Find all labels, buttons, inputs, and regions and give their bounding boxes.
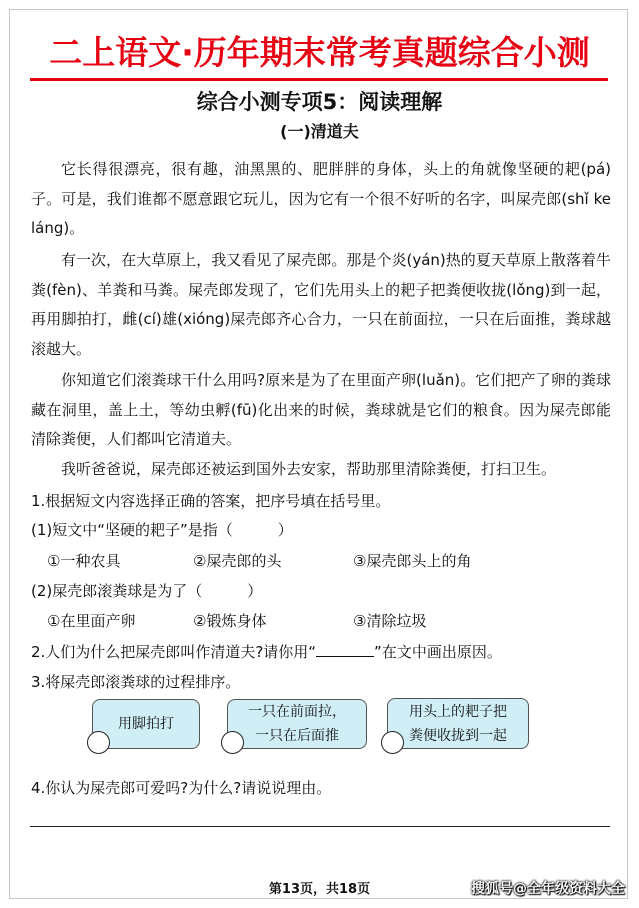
page-number: 第13页，共18页 [268, 882, 371, 897]
banner-title: 二上语文·历年期末常考真题综合小测 [49, 33, 590, 72]
watermark: 搜狐号@全年级资料大全 [471, 881, 625, 897]
question-1-stem: 1.根据短文内容选择正确的答案，把序号填在括号里。 [31, 492, 391, 510]
order-circle-2[interactable] [221, 731, 244, 754]
order-circle-3[interactable] [381, 731, 404, 754]
paragraph-3: 你知道它们滚粪球干什么用吗?原来是为了在里面产卵(luǎn)。它们把产了卵的粪球藏在洞里，盖上土，等幼虫孵(fū)化出来的时候，粪球就是它们的粮食。因为屎壳郎能清除粪便，人们都叫它清道夫。 [31, 371, 611, 448]
question-4-stem: 4.你认为屎壳郎可爱吗?为什么?请说说理由。 [31, 779, 332, 797]
sequence-card-2 [227, 699, 367, 749]
question-1-1-stem: (1)短文中“坚硬的耙子”是指（ ） [31, 521, 293, 539]
question-2-before: 2.人们为什么把屎壳郎叫作清道夫?请你用“ [31, 643, 317, 661]
card-1-line-1: 用脚拍打 [118, 716, 174, 732]
q1-1-option-3: ③屎壳郎头上的角 [353, 552, 472, 570]
card-2-line-1: 一只在前面拉， [248, 704, 346, 720]
q1-2-option-2: ②锻炼身体 [193, 612, 267, 630]
q1-1-option-2: ②屎壳郎的头 [193, 552, 282, 570]
question-2 [31, 640, 616, 664]
order-circle-1[interactable] [87, 731, 110, 754]
section-title: (一)清道夫 [280, 122, 359, 141]
q1-2-option-3: ③清除垃圾 [353, 612, 427, 630]
answer-line[interactable] [30, 826, 610, 827]
page-subtitle: 综合小测专项5：阅读理解 [196, 90, 443, 114]
paragraph-1: 它长得很漂亮，很有趣，油黑黑的、肥胖胖的身体，头上的角就像坚硬的耙(pá)子。可是，我们谁都不愿意跟它玩儿，因为它有一个很不好听的名字，叫屎壳郎(shǐ ke láng)。 [31, 160, 611, 237]
q1-2-option-1: ①在里面产卵 [47, 612, 136, 630]
sequence-card-3 [387, 698, 529, 749]
q1-1-option-1: ①一种农具 [47, 552, 121, 570]
card-3-line-2: 粪便收拢到一起 [409, 727, 507, 744]
underline-blank [316, 642, 374, 657]
card-2-line-2: 一只在后面推 [255, 728, 339, 744]
paragraph-2: 有一次，在大草原上，我又看见了屎壳郎。那是个炎(yán)热的夏天草原上散落着牛粪(fèn)、羊粪和马粪。屎壳郎发现了，它们先用头上的耙子把粪便收拢(lǒng)到一起，再用脚拍打，雌(cí)雄(xióng)屎壳郎齐心合力，一只在前面拉，一只在后面推，粪球越滚越大。 [31, 251, 611, 358]
paragraph-4: 我听爸爸说，屎壳郎还被运到国外去安家，帮助那里清除粪便，打扫卫生。 [61, 460, 557, 478]
question-2-after: ”在文中画出原因。 [374, 643, 502, 661]
question-3-stem: 3.将屎壳郎滚粪球的过程排序。 [31, 673, 241, 691]
card-3-line-1: 用头上的耙子把 [409, 703, 507, 720]
question-1-2-stem: (2)屎壳郎滚粪球是为了（ ） [31, 582, 263, 600]
banner-underline [30, 78, 608, 81]
